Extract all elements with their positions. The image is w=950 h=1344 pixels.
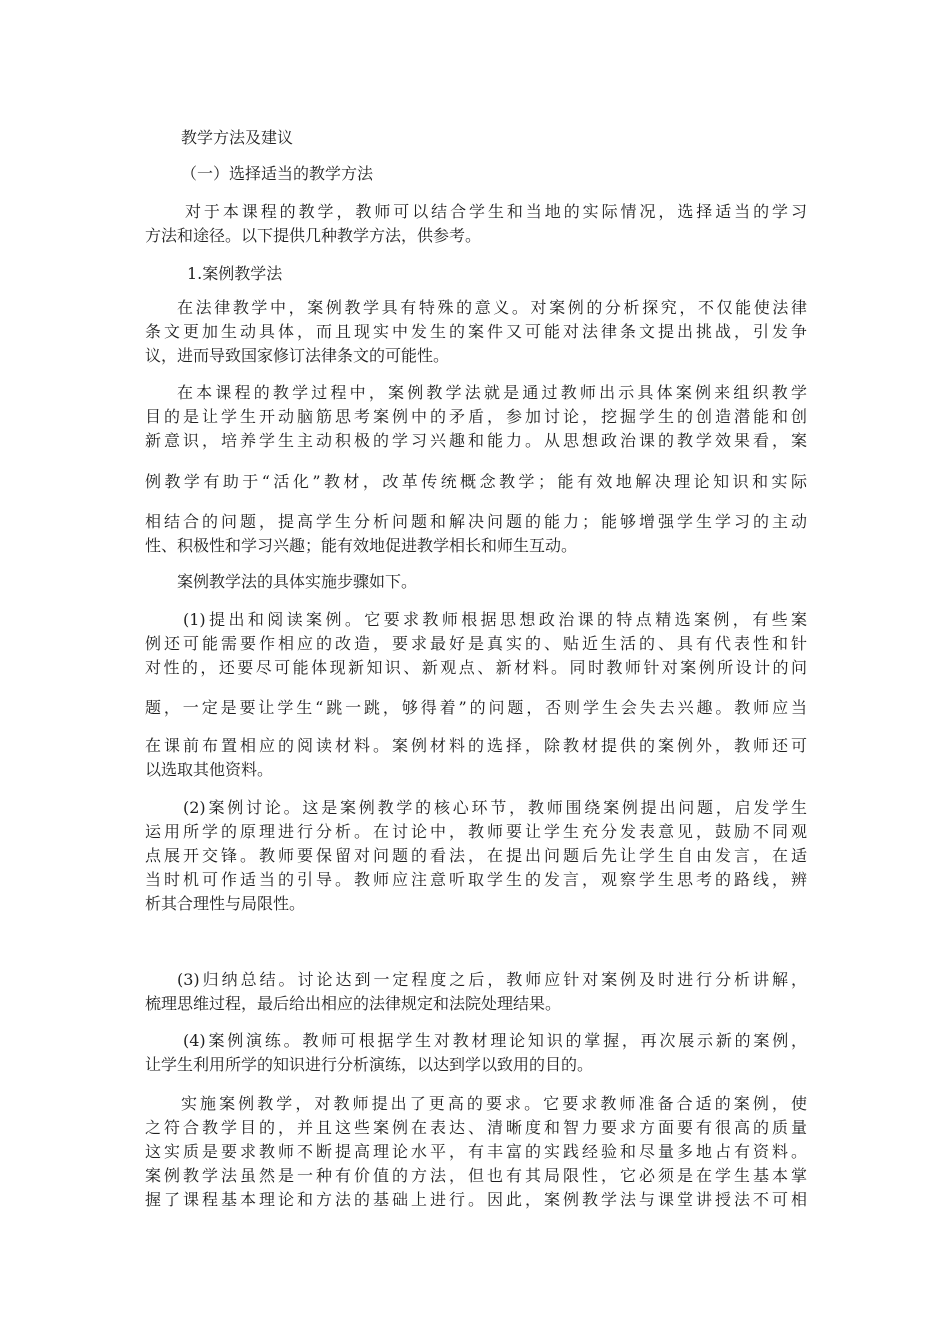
text-line: 新意识，培养学生主动积极的学习兴趣和能力。从思想政治课的教学效果看，案 (145, 431, 807, 450)
text-line: 梳理思维过程，最后给出相应的法律规定和法院处理结果。 (145, 994, 562, 1013)
text-line: (4)案例演练。教师可根据学生对教材理论知识的掌握，再次展示新的案例， (183, 1031, 807, 1050)
text-line: (1)提出和阅读案例。它要求教师根据思想政治课的特点精选案例，有些案 (183, 610, 807, 629)
text-line: (3)归纳总结。讨论达到一定程度之后，教师应针对案例及时进行分析讲解， (177, 970, 807, 989)
text-line: 握了课程基本理论和方法的基础上进行。因此，案例教学法与课堂讲授法不可相 (145, 1190, 807, 1209)
text-line: 点展开交锋。教师要保留对问题的看法，在提出问题后先让学生自由发言，在适 (145, 846, 807, 865)
text-line: 对于本课程的教学，教师可以结合学生和当地的实际情况，选择适当的学习 (185, 202, 807, 221)
text-line: 让学生利用所学的知识进行分析演练，以达到学以致用的目的。 (145, 1055, 594, 1074)
text-line: 条文更加生动具体，而且现实中发生的案件又可能对法律条文提出挑战，引发争 (145, 322, 807, 341)
text-line: 方法和途径。以下提供几种教学方法，供参考。 (145, 226, 482, 245)
text-line: 议，进而导致国家修订法律条文的可能性。 (145, 346, 450, 365)
text-line: 例还可能需要作相应的改造，要求最好是真实的、贴近生活的、具有代表性和针 (145, 634, 807, 653)
text-line: 在本课程的教学过程中，案例教学法就是通过教师出示具体案例来组织教学 (177, 383, 807, 402)
text-line: 例教学有助于“活化”教材，改革传统概念教学；能有效地解决理论知识和实际 (145, 472, 807, 491)
text-line: 对性的，还要尽可能体现新知识、新观点、新材料。同时教师针对案例所设计的问 (145, 658, 807, 677)
text-line: 教学方法及建议 (181, 128, 294, 147)
text-line: （一）选择适当的教学方法 (181, 164, 374, 183)
text-line: 当时机可作适当的引导。教师应注意听取学生的发言，观察学生思考的路线，辨 (145, 870, 807, 889)
text-line: 这实质是要求教师不断提高理论水平，有丰富的实践经验和尽量多地占有资料。 (145, 1142, 807, 1161)
text-line: 1.案例教学法 (187, 264, 283, 283)
text-line: 运用所学的原理进行分析。在讨论中，教师要让学生充分发表意见，鼓励不同观 (145, 822, 807, 841)
text-line: 题，一定是要让学生“跳一跳，够得着”的问题，否则学生会失去兴趣。教师应当 (145, 698, 807, 717)
text-line: 相结合的问题，提高学生分析问题和解决问题的能力；能够增强学生学习的主动 (145, 512, 807, 531)
text-line: 目的是让学生开动脑筋思考案例中的矛盾，参加讨论，挖掘学生的创造潜能和创 (145, 407, 807, 426)
text-line: 在法律教学中，案例教学具有特殊的意义。对案例的分析探究，不仅能使法律 (177, 298, 807, 317)
text-line: 实施案例教学，对教师提出了更高的要求。它要求教师准备合适的案例，使 (181, 1094, 807, 1113)
text-line: 性、积极性和学习兴趣；能有效地促进教学相长和师生互动。 (145, 536, 578, 555)
text-line: 以选取其他资料。 (145, 760, 274, 779)
text-line: 案例教学法虽然是一种有价值的方法，但也有其局限性，它必须是在学生基本掌 (145, 1166, 807, 1185)
text-line: 之符合教学目的，并且这些案例在表达、清晰度和智力要求方面要有很高的质量 (145, 1118, 807, 1137)
text-line: (2)案例讨论。这是案例教学的核心环节，教师围绕案例提出问题，启发学生 (183, 798, 807, 817)
text-line: 案例教学法的具体实施步骤如下。 (177, 572, 418, 591)
text-line: 析其合理性与局限性。 (145, 894, 306, 913)
text-line: 在课前布置相应的阅读材料。案例材料的选择，除教材提供的案例外，教师还可 (145, 736, 807, 755)
